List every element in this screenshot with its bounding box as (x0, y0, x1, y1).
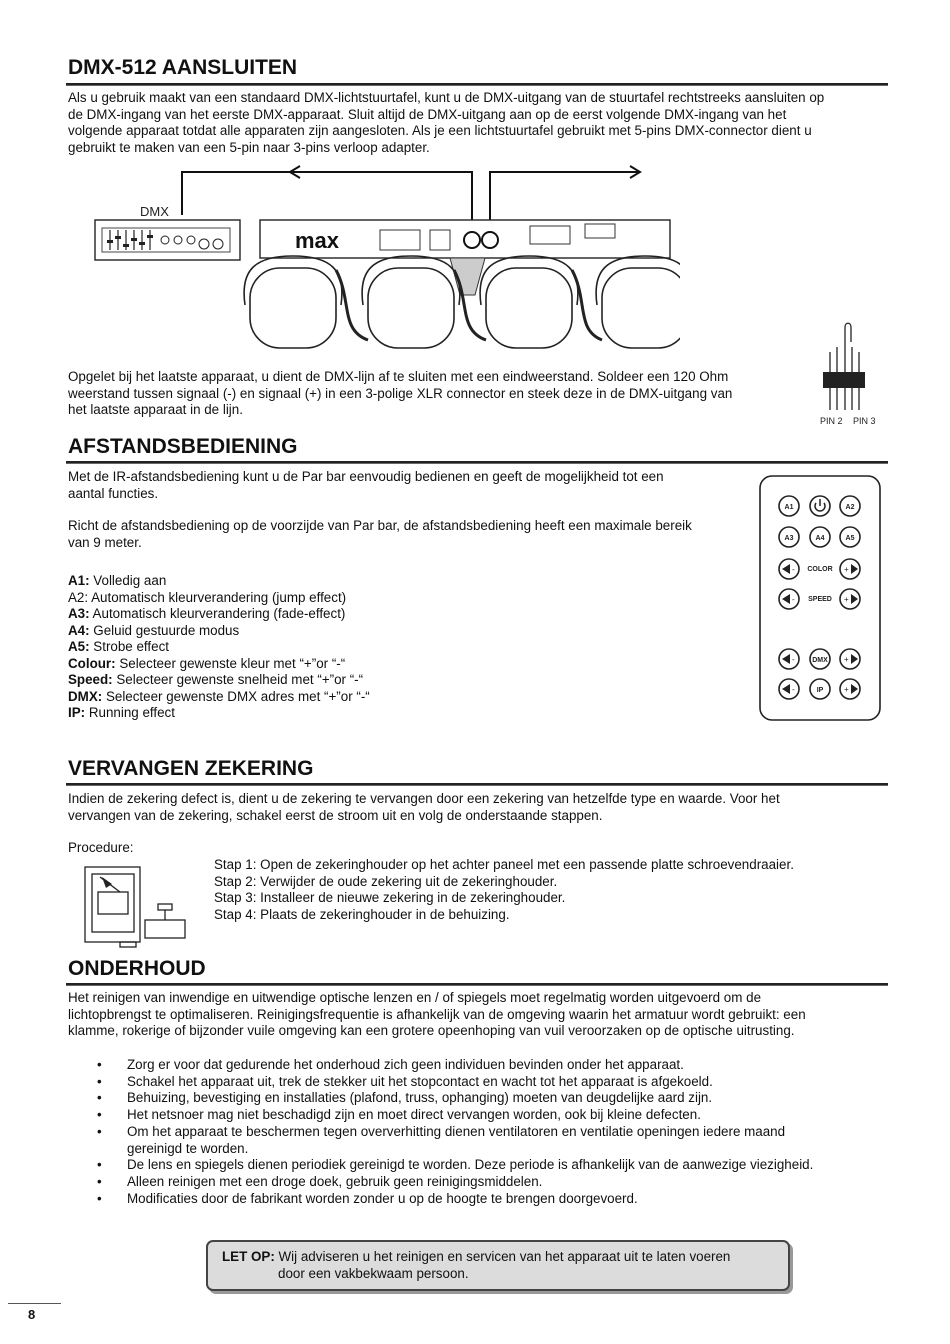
list-item: • Behuizing, bevestiging en installaties (plafond, truss, ophanging) moeten van deugdelijke aard zijn. (68, 1090, 898, 1107)
function-item (68, 590, 668, 607)
step-item: Stap 1: Open de zekeringhouder op het achter paneel met een passende platte schroevendraaier. (214, 857, 794, 872)
dmx-controller (95, 204, 240, 260)
section-rule (66, 461, 888, 464)
section-title-remote: AFSTANDSBEDIENING (68, 435, 298, 458)
xlr-terminator-diagram (815, 322, 885, 428)
notice-label: LET OP: (222, 1249, 275, 1264)
svg-text:-: - (792, 655, 795, 664)
svg-text:+: + (844, 685, 849, 694)
fuse-paragraph (68, 791, 898, 824)
list-item: • Schakel het apparaat uit, trek de stekker uit het stopcontact en wacht tot het apparaat is afgekoeld. (68, 1074, 898, 1091)
maintenance-paragraph (68, 990, 898, 1040)
step-item: Stap 3: Installeer de nieuwe zekering in de zekeringhouder. (214, 890, 566, 905)
text-line: lichtopbrengst te optimaliseren. Reinigingsfrequentie is afhankelijk van de omgeving waarin het armatuur wordt gebruikt: een (68, 1006, 806, 1022)
section-title-dmx: DMX-512 AANSLUITEN (68, 56, 298, 79)
remote-button-a4: A4 (815, 535, 825, 542)
list-item: • Alleen reinigen met een droge doek, gebruik geen reinigingsmiddelen. (68, 1174, 898, 1191)
text-line: volgende apparaat totdat alle apparaten zijn aangesloten. Als je een lichtstuurtafel gebruikt met 5-pins DMX-connector dient u (68, 123, 812, 138)
fuse-holder-diagram (80, 862, 200, 952)
remote-intro (68, 469, 758, 502)
brand-logo: max (295, 228, 340, 253)
function-item (68, 573, 668, 590)
remote-label-speed: SPEED (808, 596, 832, 603)
remote-function-list (68, 573, 668, 722)
remote-label-color: COLOR (807, 566, 833, 573)
section-title-maintenance: ONDERHOUD (68, 957, 206, 980)
function-desc: Selecteer gewenste snelheid met “+”or “-“ (112, 672, 364, 687)
ir-remote-diagram (758, 474, 884, 724)
function-key: A5: (68, 639, 90, 654)
remote-button-a3: A3 (784, 535, 794, 542)
function-item (68, 606, 668, 623)
text-line: Het reinigen van inwendige en uitwendige optische lenzen en / of spiegels moet regelmatig worden uitgevoerd om de (68, 990, 762, 1005)
section-rule (66, 983, 888, 986)
function-desc: Geluid gestuurde modus (89, 622, 240, 638)
notice-line (222, 1249, 730, 1266)
notice-line: door een vakbekwaam persoon. (278, 1266, 469, 1281)
list-item: • De lens en spiegels dienen periodiek gereinigd te worden. Deze periode is afhankelijk van de aanwezige viezigheid. (68, 1157, 898, 1174)
pin-label: PIN 2 (820, 416, 843, 426)
fuse-steps (214, 857, 874, 923)
procedure-label: Procedure: (68, 840, 134, 855)
svg-text:-: - (792, 685, 795, 694)
text-line: weerstand tussen signaal (-) en signaal (+) in een 3-polige XLR connector en steek deze in de DMX-uitgang van (68, 385, 733, 401)
function-key: Speed: (68, 672, 113, 687)
svg-text:-: - (792, 595, 795, 604)
function-desc: Selecteer gewenste kleur met “+”or “-“ (115, 655, 346, 671)
dmx-connection-diagram (90, 160, 680, 360)
dmx-termination-note (68, 369, 798, 419)
text-line: Indien de zekering defect is, dient u de zekering te vervangen door een zekering van hetzelfde type en waarde. Voor het (68, 791, 780, 806)
step-item: Stap 4: Plaats de zekeringhouder in de behuizing. (214, 906, 510, 922)
text-line: het laatste apparaat in de lijn. (68, 402, 243, 417)
function-key: A2: (68, 589, 89, 605)
list-item: • Zorg er voor dat gedurende het onderhoud zich geen individuen bevinden onder het apparaat. (68, 1057, 898, 1074)
function-item (68, 672, 668, 689)
function-key: A4: (68, 622, 90, 638)
text-line: de DMX-ingang van het eerste DMX-apparaat. Sluit altijd de DMX-uitgang aan op de eerst volgende DMX-ingang van het (68, 106, 787, 122)
step-item: Stap 2: Verwijder de oude zekering uit de zekeringhouder. (214, 873, 558, 889)
text-line: aantal functies. (68, 485, 159, 501)
function-item (68, 639, 668, 656)
remote-button-a1: A1 (784, 504, 794, 511)
text-line: vervangen van de zekering, schakel eerst de stroom uit en volg de onderstaande stappen. (68, 807, 603, 823)
function-key: A3: (68, 606, 90, 621)
svg-text:+: + (844, 565, 849, 574)
function-item (68, 705, 668, 722)
list-item-text-cont: gereinigd te worden. (127, 1140, 249, 1156)
function-key: DMX: (68, 688, 103, 704)
function-item (68, 623, 668, 640)
section-title-fuse: VERVANGEN ZEKERING (68, 757, 314, 780)
text-line: Opgelet bij het laatste apparaat, u dient de DMX-lijn af te sluiten met een eindweerstand. Soldeer een 120 Ohm (68, 369, 729, 384)
function-desc: Automatisch kleurverandering (jump effect) (88, 589, 347, 605)
function-item (68, 689, 668, 706)
function-key: Colour: (68, 655, 116, 671)
remote-button-a5: A5 (845, 535, 855, 542)
controller-label: DMX (140, 204, 169, 219)
section-rule (66, 783, 888, 786)
text-line: Met de IR-afstandsbediening kunt u de Par bar eenvoudig bedienen en geeft de mogelijkheid tot een (68, 469, 664, 484)
list-item (68, 1124, 898, 1157)
function-desc: Automatisch kleurverandering (fade-effect) (89, 606, 346, 621)
text-line: van 9 meter. (68, 534, 142, 550)
page-number-rule (8, 1303, 61, 1304)
function-desc: Volledig aan (89, 573, 167, 588)
text-line: klamme, rokerige of bijzonder vuile omgeving kan een grotere opeenhoping van vuil veroorzaken op de optische uitrusting. (68, 1023, 795, 1038)
svg-text:+: + (844, 595, 849, 604)
remote-button-a2: A2 (845, 504, 855, 511)
page-number: 8 (28, 1307, 36, 1322)
list-item: • Modificaties door de fabrikant worden zonder u op de hoogte te brengen doorgevoerd. (68, 1191, 898, 1208)
list-item-text: Om het apparaat te beschermen tegen oververhitting dienen ventilatoren en ventilatie openingen iedere maand (127, 1123, 786, 1139)
list-item: • Het netsnoer mag niet beschadigd zijn en moet direct vervangen worden, ook bij kleine defecten. (68, 1107, 898, 1124)
section-rule (66, 83, 888, 86)
function-desc: Running effect (85, 705, 175, 720)
svg-text:+: + (844, 655, 849, 664)
function-item (68, 656, 668, 673)
pin-label: PIN 3 (853, 416, 876, 426)
text-line: Richt de afstandsbediening op de voorzijde van Par bar, de afstandsbediening heeft een maximale bereik (68, 518, 692, 533)
text-line: Als u gebruik maakt van een standaard DMX-lichtstuurtafel, kunt u de DMX-uitgang van de stuurtafel rechtstreeks aansluiten op (68, 90, 825, 105)
notice-box (206, 1240, 790, 1291)
remote-button-ip: IP (816, 687, 824, 694)
maintenance-bullets (68, 1057, 898, 1207)
remote-button-dmx: DMX (812, 657, 828, 664)
function-key: IP: (68, 705, 86, 720)
text-line: gebruikt te maken van een 5-pin naar 3-pins verloop adapter. (68, 139, 430, 155)
dmx-paragraph (68, 90, 898, 156)
function-desc: Strobe effect (89, 639, 169, 654)
notice-text: Wij adviseren u het reinigen en servicen van het apparaat uit te laten voeren (274, 1249, 731, 1264)
remote-range (68, 518, 758, 551)
svg-text:-: - (792, 565, 795, 574)
function-key: A1: (68, 573, 90, 588)
function-desc: Selecteer gewenste DMX adres met “+”or “-“ (102, 688, 370, 704)
